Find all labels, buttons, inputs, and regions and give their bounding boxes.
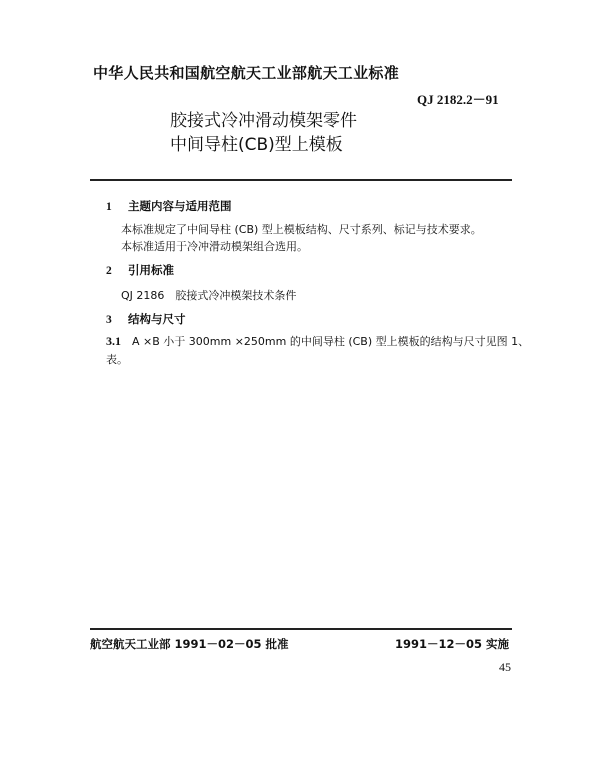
issuing-organization: 中华人民共和国航空航天工业部航天工业标准 (93, 64, 400, 82)
effective-date: 1991－12－05 实施 (394, 637, 509, 651)
referenced-standard: QJ 2186 胶接式冷冲模架技术条件 (121, 289, 297, 302)
section-1-heading: 1 主题内容与适用范围 (106, 199, 232, 213)
section-1-paragraph: 本标准适用于冷冲滑动模架组合选用。 (121, 240, 308, 253)
clause-3-1: 3.1 A ×B 小于 300mm ×250mm 的中间导柱 (CB) 型上模板的结构与尺寸见图 1、 (106, 334, 530, 348)
approval-date: 航空航天工业部 1991－02－05 批准 (90, 637, 289, 651)
clause-3-1-continued: 表。 (106, 353, 128, 366)
section-2-heading: 2 引用标准 (106, 263, 174, 277)
document-title-line2: 中间导柱(CB)型上模板 (170, 135, 343, 155)
standard-code: QJ 2182.2－91 (417, 92, 499, 107)
document-title-line1: 胶接式冷冲滑动模架零件 (170, 111, 357, 131)
footer-divider (90, 628, 512, 630)
header-divider (90, 179, 512, 181)
section-1-paragraph: 本标准规定了中间导柱 (CB) 型上模板结构、尺寸系列、标记与技术要求。 (121, 223, 482, 236)
page-number: 45 (499, 660, 511, 674)
section-3-heading: 3 结构与尺寸 (106, 312, 186, 326)
